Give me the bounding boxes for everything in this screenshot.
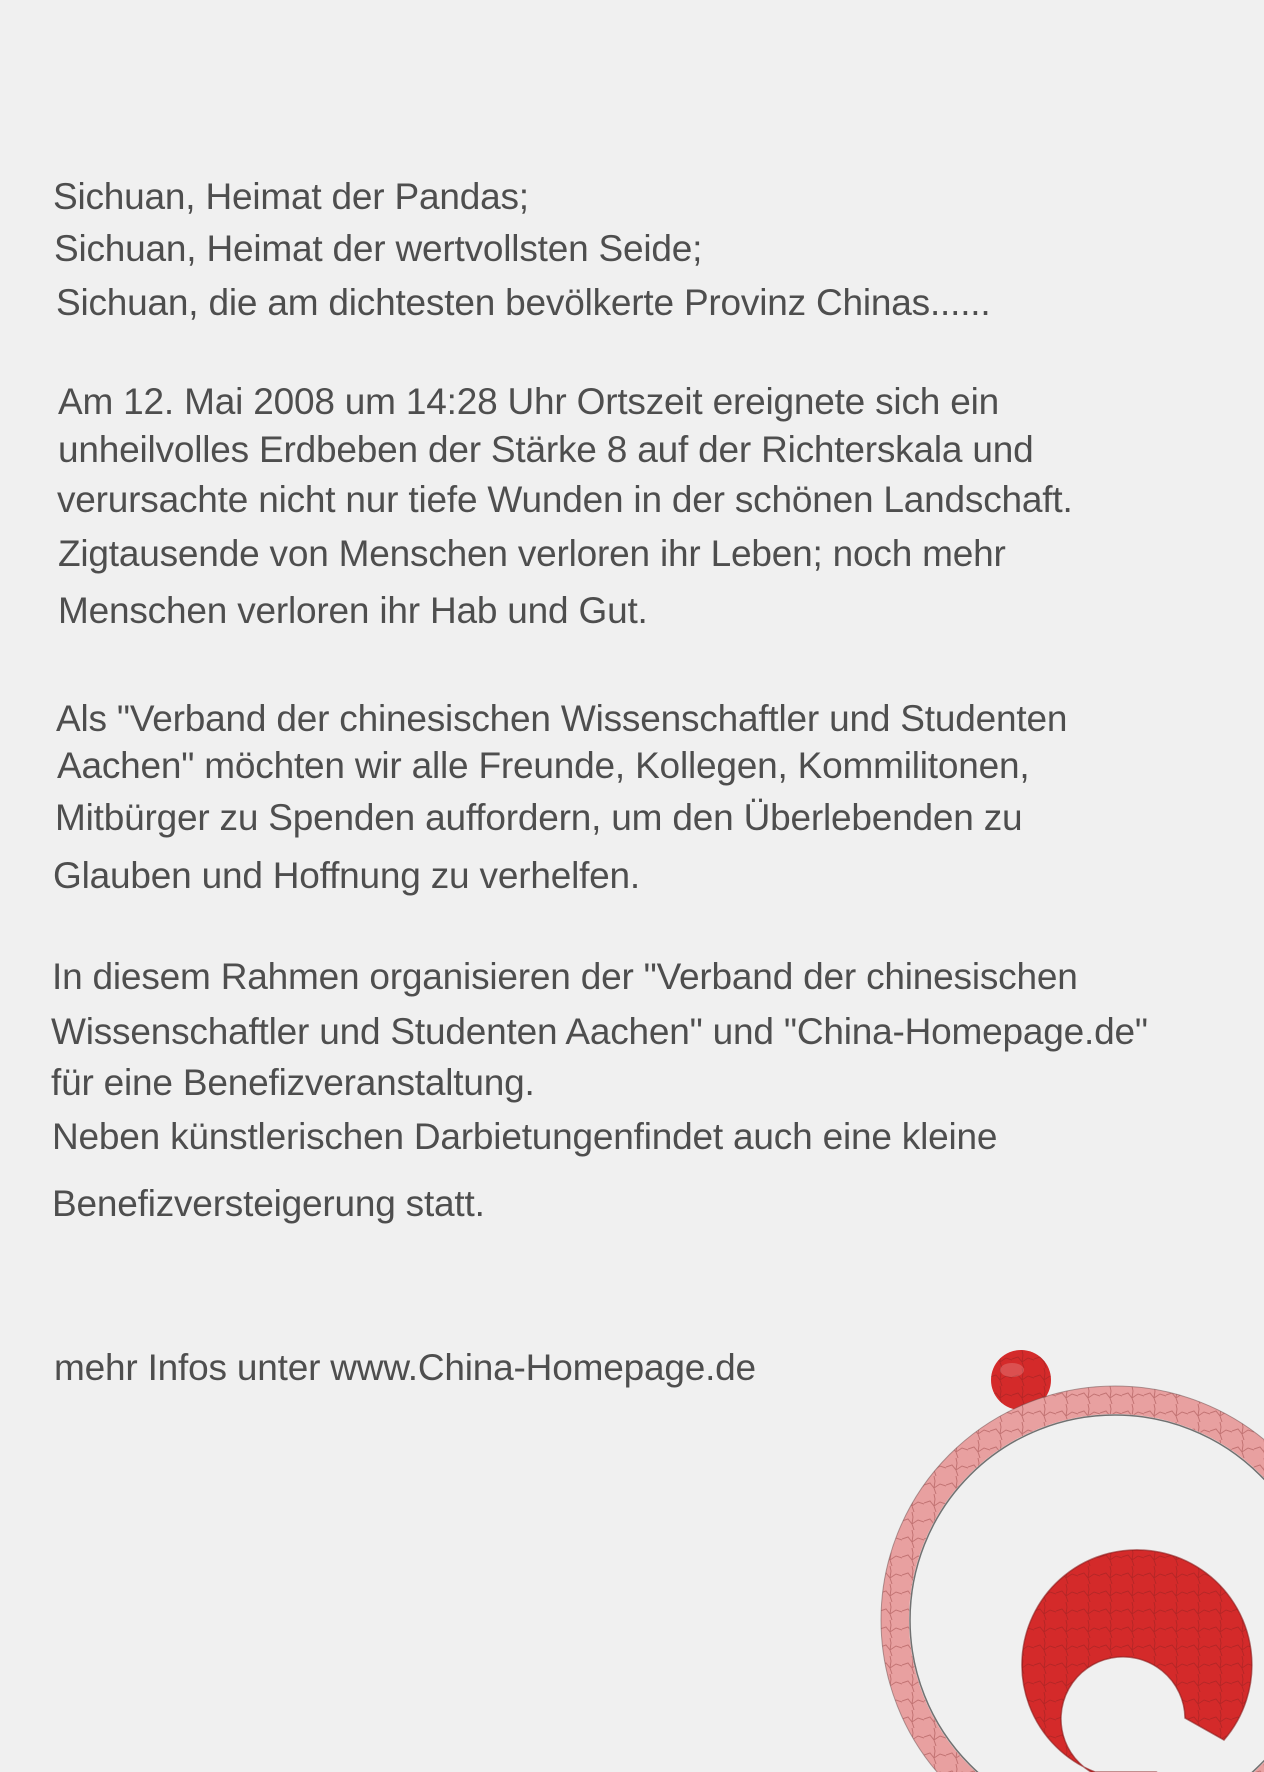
event-line-3: für eine Benefizveranstaltung. [51, 1062, 535, 1103]
earthquake-line-4: Zigtausende von Menschen verloren ihr Leben; noch mehr [58, 533, 1006, 574]
appeal-line-3: Mitbürger zu Spenden auffordern, um den Überlebenden zu [55, 797, 1023, 838]
event-line-2: Wissenschaftler und Studenten Aachen" und "China-Homepage.de" [51, 1011, 1148, 1052]
earthquake-line-3: verursachte nicht nur tiefe Wunden in der schönen Landschaft. [57, 479, 1073, 520]
inner-crescent [1022, 1550, 1252, 1772]
earthquake-line-2: unheilvolles Erdbeben der Stärke 8 auf der Richterskala und [58, 429, 1034, 470]
intro-line-1: Sichuan, Heimat der Pandas; [53, 176, 529, 217]
intro-line-3: Sichuan, die am dichtesten bevölkerte Provinz Chinas...... [56, 282, 991, 323]
event-line-1: In diesem Rahmen organisieren der "Verband der chinesischen [52, 956, 1078, 997]
earthquake-line-1: Am 12. Mai 2008 um 14:28 Uhr Ortszeit ereignete sich ein [58, 381, 999, 422]
event-line-4: Neben künstlerischen Darbietungenfindet auch eine kleine [52, 1116, 998, 1157]
appeal-line-2: Aachen" möchten wir alle Freunde, Kollegen, Kommilitonen, [57, 745, 1030, 786]
event-line-5: Benefizversteigerung statt. [52, 1183, 485, 1224]
appeal-line-4: Glauben und Hoffnung zu verhelfen. [53, 855, 641, 896]
appeal-line-1: Als "Verband der chinesischen Wissenschaftler und Studenten [56, 698, 1068, 739]
intro-line-2: Sichuan, Heimat der wertvollsten Seide; [54, 228, 703, 269]
info-line: mehr Infos unter www.China-Homepage.de [54, 1347, 756, 1388]
earthquake-line-5: Menschen verloren ihr Hab und Gut. [58, 590, 648, 631]
